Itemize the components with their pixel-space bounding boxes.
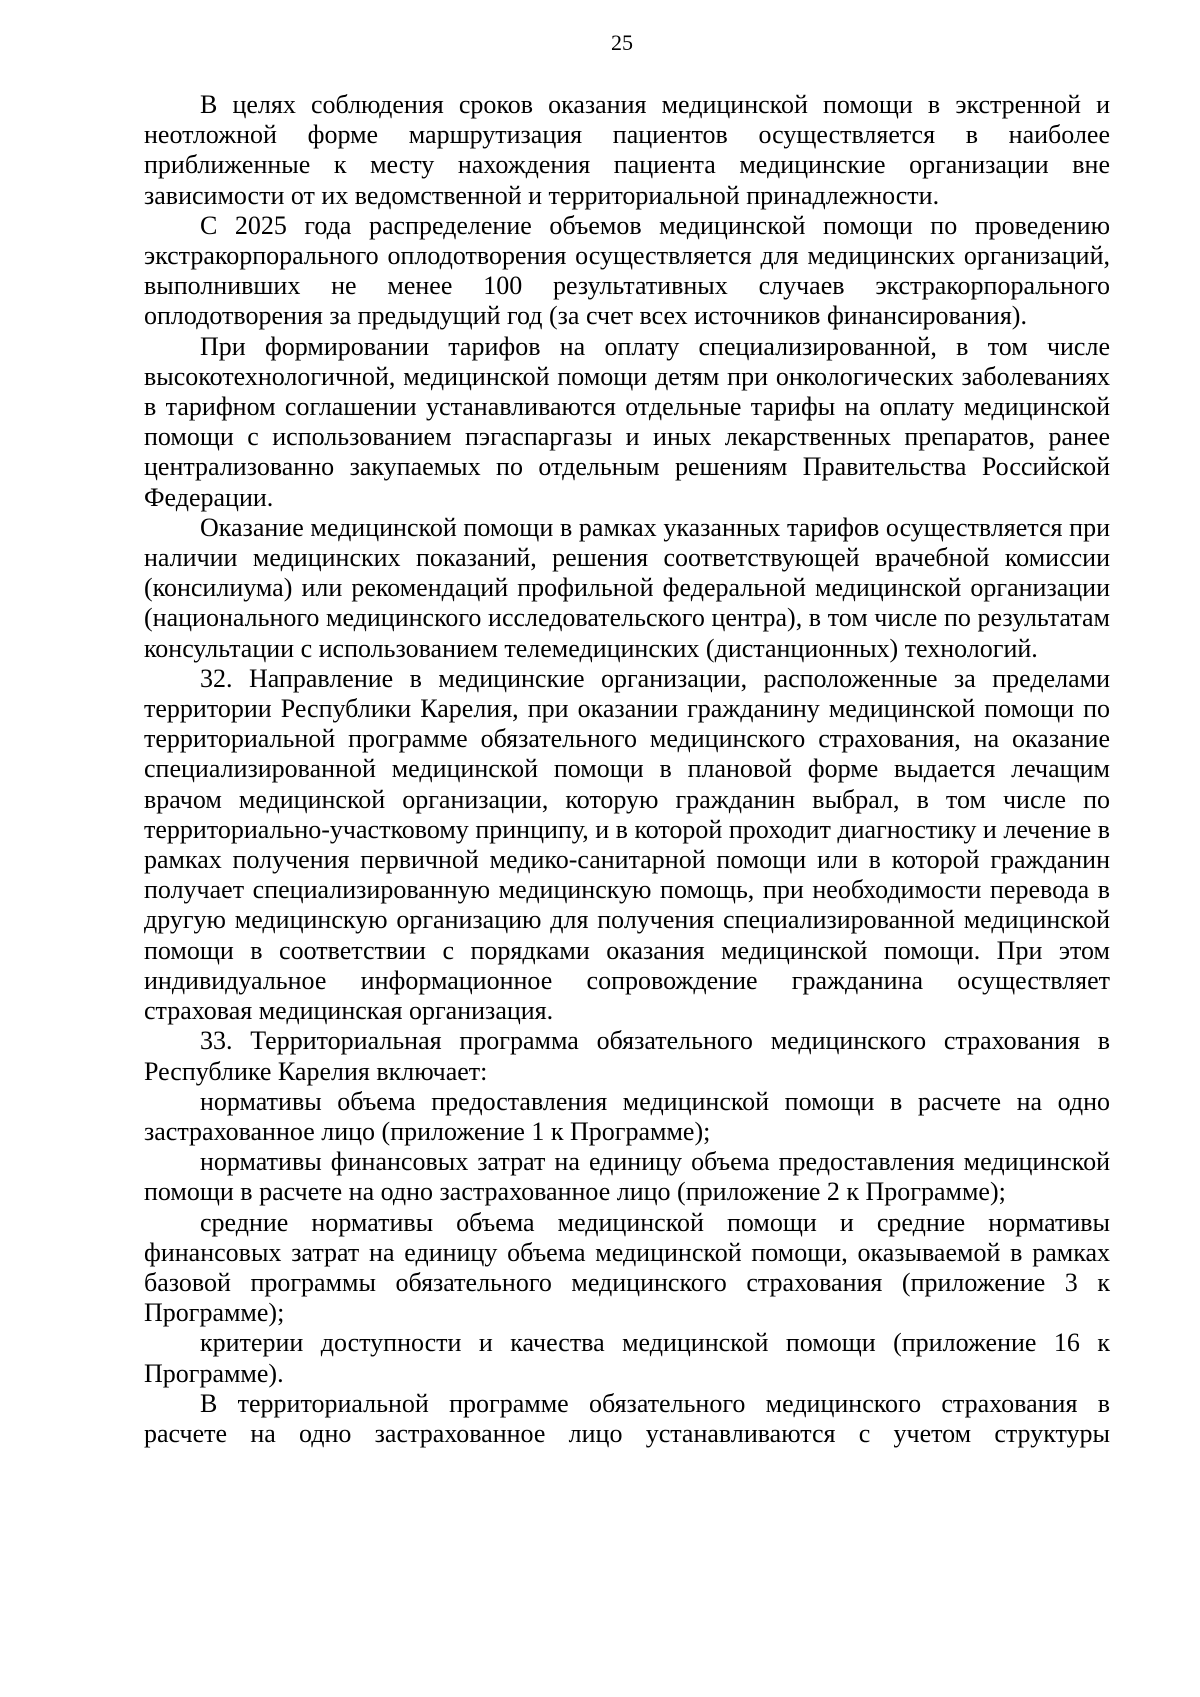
paragraph-ivf-distribution: С 2025 года распределение объемов медицинской помощи по проведению экстракорпорального оплодотворения осуществляется для медицинских организаций, выполнивших не менее 100 результативных случаев экстракорпорального оплодотворения за предыдущий год (за счет всех источников финансирования). — [144, 210, 1110, 331]
paragraph-emergency-routing: В целях соблюдения сроков оказания медицинской помощи в экстренной и неотложной форме маршрутизация пациентов осуществляется в наиболее приближенные к месту нахождения пациента медицинские организации вне зависимости от их ведомственной и территориальной принадлежности. — [144, 90, 1110, 210]
paragraph-oncology-tariffs: При формировании тарифов на оплату специализированной, в том числе высокотехнологичной, медицинской помощи детям при онкологических заболеваниях в тарифном соглашении устанавливаются отдельные тарифы на оплату медицинской помощи с использованием пэгаспаргазы и иных лекарственных препаратов, ранее централизованно закупаемых по отдельным решениям Правительства Российской Федерации. — [144, 331, 1110, 512]
list-item-quality-criteria: критерии доступности и качества медицинской помощи (приложение 16 к Программе). — [144, 1328, 1110, 1388]
paragraph-per-capita: В территориальной программе обязательного медицинского страхования в расчете на одно застрахованное лицо устанавливаются с учетом структуры — [144, 1388, 1110, 1448]
paragraph-item-32: 32. Направление в медицинские организации, расположенные за пределами территории Республики Карелия, при оказании гражданину медицинской помощи по территориальной программе обязательного медицинского страхования, на оказание специализированной медицинской помощи в плановой форме выдается лечащим врачом медицинской организации, которую гражданин выбрал, в том числе по территориально-участковому принципу, и в которой проходит диагностику и лечение в рамках получения первичной медико-санитарной помощи или в которой гражданин получает специализированную медицинскую помощь, при необходимости перевода в другую медицинскую организацию для получения специализированной медицинской помощи в соответствии с порядками оказания медицинской помощи. При этом индивидуальное информационное сопровождение гражданина осуществляет страховая медицинская организация. — [144, 663, 1110, 1026]
list-item-volume-norms: нормативы объема предоставления медицинской помощи в расчете на одно застрахованное лицо (приложение 1 к Программе); — [144, 1086, 1110, 1146]
page-number: 25 — [611, 30, 633, 55]
list-item-average-norms: средние нормативы объема медицинской помощи и средние нормативы финансовых затрат на единицу объема медицинской помощи, оказываемой в рамках базовой программы обязательного медицинского страхования (приложение 3 к Программе); — [144, 1207, 1110, 1328]
list-item-cost-norms: нормативы финансовых затрат на единицу объема предоставления медицинской помощи в расчете на одно застрахованное лицо (приложение 2 к Программе); — [144, 1147, 1110, 1207]
body-text — [144, 90, 1110, 1449]
paragraph-item-33: 33. Территориальная программа обязательного медицинского страхования в Республике Карелия включает: — [144, 1026, 1110, 1086]
paragraph-tariff-conditions: Оказание медицинской помощи в рамках указанных тарифов осуществляется при наличии медицинских показаний, решения соответствующей врачебной комиссии (консилиума) или рекомендаций профильной федеральной медицинской организации (национального медицинского исследовательского центра), в том числе по результатам консультации с использованием телемедицинских (дистанционных) технологий. — [144, 512, 1110, 663]
